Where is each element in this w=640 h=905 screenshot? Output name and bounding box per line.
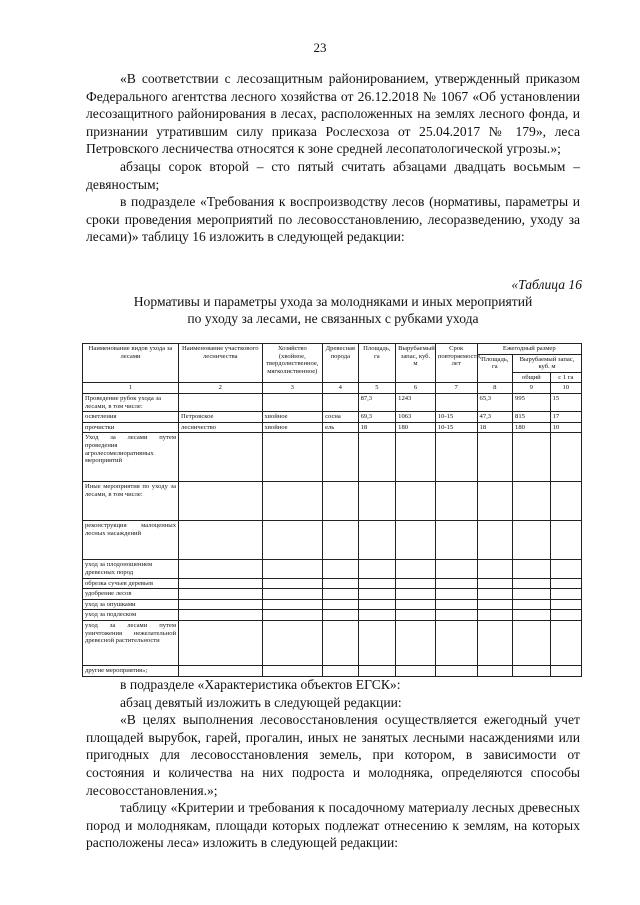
- cell-volume: 180: [396, 422, 436, 433]
- cell-volume: [396, 620, 436, 665]
- cell-period: [435, 393, 477, 411]
- cell-forestry: [179, 589, 263, 600]
- header-col6: Вырубаемый запас, куб. м: [396, 344, 436, 383]
- cell-forestry: [179, 665, 263, 676]
- header-col1: Наименование видов ухода за лесами: [83, 344, 179, 383]
- cell-volume: [396, 599, 436, 610]
- cell-economy: [262, 589, 323, 600]
- cell-volume: [396, 433, 436, 482]
- cell-volume: [396, 578, 436, 589]
- cell-annual-total: [513, 433, 551, 482]
- paragraph-reforestation-quote: «В целях выполнения лесовосстановления осуществляется ежегодный учет площадей вырубок, гарей, прогалин, иных не занятых лесными насаждениями или пригодных для лесовосстановления земель, при котором, в зависимости от состояния и количества на них подроста и молодняка, определяются способы лесовосстановления.»;: [86, 712, 580, 798]
- table-row: [83, 620, 582, 665]
- cell-annual-per-ha: 15: [550, 393, 581, 411]
- column-number: 3: [262, 383, 323, 394]
- cell-economy: [262, 665, 323, 676]
- cell-volume: 1243: [396, 393, 436, 411]
- cell-period: [435, 620, 477, 665]
- header-annual-per-ha: с 1 га: [550, 372, 581, 383]
- cell-forestry: [179, 433, 263, 482]
- column-number: 1: [83, 383, 179, 394]
- cell-volume: [396, 610, 436, 621]
- column-number: 2: [179, 383, 263, 394]
- header-annual-total: общий: [513, 372, 551, 383]
- table-row: [83, 393, 582, 411]
- row-label: удобрение лесов: [83, 589, 179, 600]
- cell-area: 69,3: [358, 412, 396, 423]
- cell-forestry: [179, 393, 263, 411]
- norms-table: [82, 343, 582, 677]
- table-row: [83, 521, 582, 560]
- cell-annual-per-ha: [550, 620, 581, 665]
- cell-economy: [262, 521, 323, 560]
- cell-annual-total: [513, 482, 551, 521]
- row-label: Проведение рубок ухода за лесами, в том числе:: [83, 393, 179, 411]
- cell-economy: [262, 433, 323, 482]
- cell-period: 10-15: [435, 422, 477, 433]
- cell-forestry: [179, 521, 263, 560]
- header-col2: Наименование участкового лесничества: [179, 344, 263, 383]
- cell-economy: хвойное: [262, 412, 323, 423]
- cell-area: [358, 433, 396, 482]
- cell-annual-per-ha: [550, 521, 581, 560]
- cell-economy: [262, 610, 323, 621]
- column-number: 8: [477, 383, 512, 394]
- cell-period: [435, 599, 477, 610]
- cell-area: 18: [358, 422, 396, 433]
- cell-annual-per-ha: [550, 610, 581, 621]
- cell-species: [323, 578, 358, 589]
- cell-annual-area: [477, 433, 512, 482]
- header-annual-volume: Вырубаемый запас, куб. м: [513, 354, 582, 372]
- cell-species: [323, 393, 358, 411]
- cell-area: [358, 578, 396, 589]
- column-number: 9: [513, 383, 551, 394]
- paragraph-table16-intro: в подразделе «Требования к воспроизводству лесов (нормативы, параметры и сроки проведения мероприятий по лесовосстановлению, лесоразведению, уходу за лесами)» таблицу 16 изложить в следующей редакции:: [86, 194, 580, 245]
- row-label: уход за подлеском: [83, 610, 179, 621]
- cell-volume: [396, 521, 436, 560]
- header-col3: Хозяйство (хвойное, твердолиственное, мягколиственное): [262, 344, 323, 383]
- row-label: прочистки: [83, 422, 179, 433]
- column-number-row: [83, 383, 582, 394]
- cell-annual-total: [513, 521, 551, 560]
- cell-period: [435, 560, 477, 578]
- cell-volume: 1063: [396, 412, 436, 423]
- cell-annual-per-ha: [550, 482, 581, 521]
- cell-species: [323, 610, 358, 621]
- cell-annual-area: [477, 589, 512, 600]
- cell-economy: [262, 560, 323, 578]
- cell-species: [323, 560, 358, 578]
- cell-period: [435, 578, 477, 589]
- row-label: уход за лесами путем уничтожения нежелательной древесной растительности: [83, 620, 179, 665]
- column-number: 6: [396, 383, 436, 394]
- cell-forestry: [179, 610, 263, 621]
- cell-forestry: [179, 560, 263, 578]
- cell-forestry: лесничество: [179, 422, 263, 433]
- cell-area: [358, 482, 396, 521]
- cell-annual-area: [477, 620, 512, 665]
- cell-period: [435, 665, 477, 676]
- cell-annual-area: [477, 482, 512, 521]
- table-title-line2: по уходу за лесами, не связанных с рубками ухода: [187, 311, 479, 326]
- header-col4: Древесная порода: [323, 344, 358, 383]
- cell-species: [323, 589, 358, 600]
- cell-volume: [396, 589, 436, 600]
- cell-annual-area: [477, 610, 512, 621]
- cell-volume: [396, 665, 436, 676]
- table-row: [83, 589, 582, 600]
- table-row: [83, 560, 582, 578]
- paragraph-quote-zoning: «В соответствии с лесозащитным районированием, утвержденный приказом Федерального агентства лесного хозяйства от 26.12.2018 № 1067 «Об установлении лесозащитного районирования в лесах, расположенных на землях лесного фонда, и признании утратившим силу приказа Рослесхоза от 25.04.2017 № 179», леса Петровского лесничества относятся к зоне средней лесопатологической угрозы.»;: [86, 71, 580, 157]
- paragraph-ninth-abzac: абзац девятый изложить в следующей редакции:: [120, 694, 402, 710]
- page-number: 23: [313, 40, 327, 55]
- cell-forestry: Петровское: [179, 412, 263, 423]
- cell-period: [435, 610, 477, 621]
- cell-annual-per-ha: [550, 599, 581, 610]
- cell-annual-area: 65,3: [477, 393, 512, 411]
- paragraph-egsk-section: в подразделе «Характеристика объектов ЕГСК»:: [120, 677, 401, 692]
- cell-period: [435, 433, 477, 482]
- cell-forestry: [179, 578, 263, 589]
- cell-annual-total: 995: [513, 393, 551, 411]
- row-label: уход за опушками: [83, 599, 179, 610]
- header-row-1: [83, 344, 582, 355]
- cell-area: [358, 599, 396, 610]
- table-title-line1: Нормативы и параметры ухода за молодняками и иных мероприятий: [133, 294, 533, 309]
- header-annual: Ежегодный размер: [477, 344, 581, 355]
- row-label: осветления: [83, 412, 179, 423]
- cell-annual-total: [513, 589, 551, 600]
- cell-annual-total: [513, 599, 551, 610]
- cell-annual-per-ha: [550, 589, 581, 600]
- row-label: обрезка сучьев деревьев: [83, 578, 179, 589]
- intro-text: [86, 70, 580, 246]
- cell-economy: [262, 578, 323, 589]
- cell-area: [358, 589, 396, 600]
- cell-species: [323, 482, 358, 521]
- column-number: 7: [435, 383, 477, 394]
- cell-annual-per-ha: [550, 578, 581, 589]
- cell-annual-area: [477, 560, 512, 578]
- cell-forestry: [179, 482, 263, 521]
- cell-annual-total: [513, 610, 551, 621]
- table-row: [83, 422, 582, 433]
- cell-economy: хвойное: [262, 422, 323, 433]
- cell-area: [358, 560, 396, 578]
- cell-annual-total: [513, 665, 551, 676]
- cell-annual-per-ha: [550, 433, 581, 482]
- cell-area: 87,3: [358, 393, 396, 411]
- table-title: [86, 293, 580, 327]
- cell-species: [323, 599, 358, 610]
- cell-period: [435, 482, 477, 521]
- table-row: [83, 482, 582, 521]
- cell-species: [323, 433, 358, 482]
- cell-annual-area: [477, 521, 512, 560]
- header-annual-area: Площадь, га: [477, 354, 512, 383]
- cell-species: [323, 620, 358, 665]
- cell-annual-area: 47,3: [477, 412, 512, 423]
- cell-annual-per-ha: [550, 560, 581, 578]
- cell-volume: [396, 482, 436, 521]
- cell-annual-per-ha: 10: [550, 422, 581, 433]
- row-label: другие мероприятия»;: [83, 665, 179, 676]
- cell-annual-total: 815: [513, 412, 551, 423]
- cell-annual-area: [477, 578, 512, 589]
- cell-annual-total: [513, 578, 551, 589]
- column-number: 10: [550, 383, 581, 394]
- cell-species: [323, 521, 358, 560]
- cell-economy: [262, 482, 323, 521]
- cell-species: ель: [323, 422, 358, 433]
- cell-annual-total: [513, 620, 551, 665]
- row-label: Уход за лесами путем проведения агролесомелиоративных мероприятий: [83, 433, 179, 482]
- cell-economy: [262, 393, 323, 411]
- column-number: 5: [358, 383, 396, 394]
- table-row: [83, 610, 582, 621]
- row-label: уход за плодоношением древесных пород: [83, 560, 179, 578]
- cell-area: [358, 665, 396, 676]
- table-label: «Таблица 16: [511, 277, 582, 292]
- cell-species: [323, 665, 358, 676]
- cell-annual-area: [477, 599, 512, 610]
- table-row: [83, 412, 582, 423]
- cell-area: [358, 620, 396, 665]
- cell-period: [435, 521, 477, 560]
- cell-annual-per-ha: 17: [550, 412, 581, 423]
- cell-economy: [262, 599, 323, 610]
- header-col5: Площадь, га: [358, 344, 396, 383]
- cell-period: [435, 589, 477, 600]
- header-col7: Срок повторяемости, лет: [435, 344, 477, 383]
- cell-annual-per-ha: [550, 665, 581, 676]
- table-row: [83, 578, 582, 589]
- column-number: 4: [323, 383, 358, 394]
- table-row: [83, 433, 582, 482]
- cell-forestry: [179, 599, 263, 610]
- cell-period: 10-15: [435, 412, 477, 423]
- row-label: реконструкция малоценных лесных насаждений: [83, 521, 179, 560]
- cell-annual-total: [513, 560, 551, 578]
- cell-forestry: [179, 620, 263, 665]
- table-row: [83, 665, 582, 676]
- paragraph-renumber: абзацы сорок второй – сто пятый считать абзацами двадцать восьмым – девяностым;: [86, 158, 580, 192]
- table-row: [83, 599, 582, 610]
- cell-annual-total: 180: [513, 422, 551, 433]
- cell-volume: [396, 560, 436, 578]
- closing-text: [86, 676, 580, 852]
- paragraph-criteria-table-intro: таблицу «Критерии и требования к посадочному материалу лесных древесных пород и молоднякам, площади которых подлежат отнесению к землям, на которых расположены леса» изложить в следующей редакции:: [86, 800, 580, 851]
- cell-annual-area: 18: [477, 422, 512, 433]
- cell-species: сосна: [323, 412, 358, 423]
- cell-economy: [262, 620, 323, 665]
- cell-area: [358, 610, 396, 621]
- cell-annual-area: [477, 665, 512, 676]
- cell-area: [358, 521, 396, 560]
- row-label: Иные мероприятия по уходу за лесами, в том числе:: [83, 482, 179, 521]
